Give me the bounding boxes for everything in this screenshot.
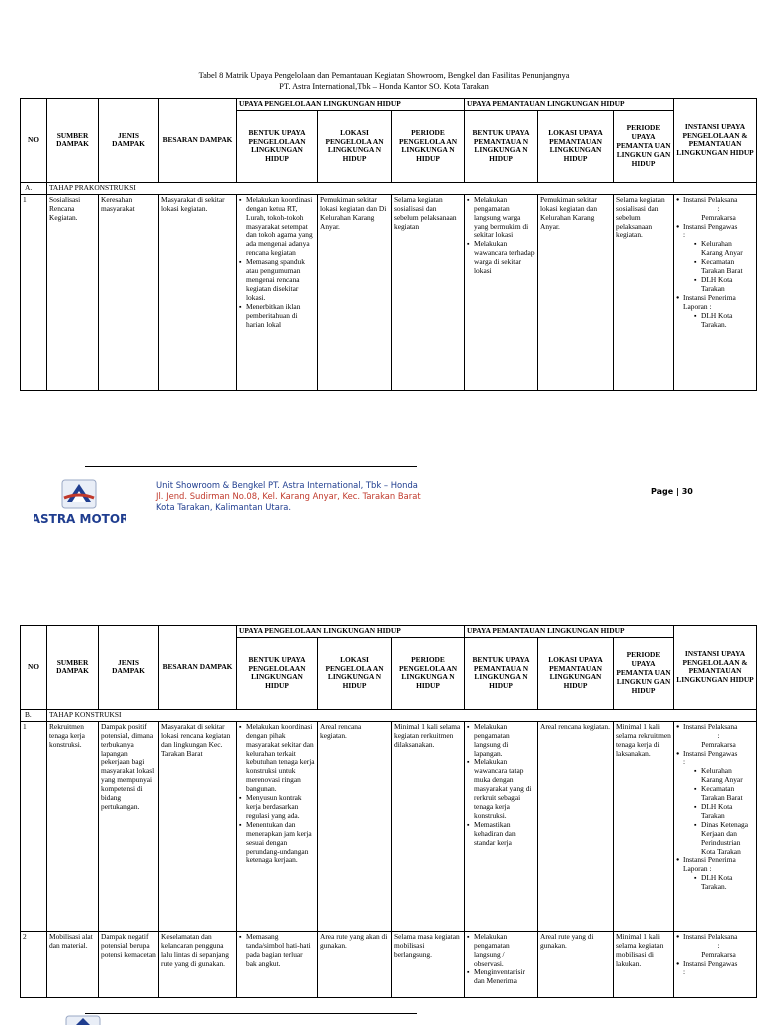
instansi-pengawas-label: Instansi Pengawas [683,748,738,758]
cell-jenis: Dampak positif potensial, dimana terbukanya lapangan pekerjaan bagi masyarakat lokasl yang mempunyai kompetensi di bidang pertukangan. [99,721,159,931]
instansi-penerima-label: Instansi Penerima Laporan : [683,855,736,874]
cell-no: 1 [21,194,47,390]
table-row [21,721,757,931]
colon: : [683,967,686,977]
list-item: ▪ Melakukan koordinasi dengan ketua RT, Lurah, tokoh-tokoh masyarakat setempat dan tokoh agama yang ada mengenai adanya rencana kegiatan [246,196,315,258]
header-upaya-pemantauan: UPAYA PEMANTAUAN LINGKUNGAN HIDUP [465,626,674,638]
cell-sumber: Sosialisasi Rencana Kegiatan. [47,194,99,390]
colon: : [717,730,720,740]
section-title: TAHAP KONSTRUKSI [47,709,757,721]
header-besaran-dampak: BESARAN DAMPAK [159,626,237,710]
list-item: ▪ Dinas Ketenaga Kerjaan dan Perindustrian Kota Tarakan [701,821,754,857]
cell-periode-pemantauan: Minimal 1 kali selama kegiatan mobilisasi di lakukan. [614,931,674,997]
matrix-table-prakonstruksi [20,98,757,391]
table-caption [0,71,768,92]
cell-bentuk-pengelolaan [237,194,318,390]
cell-bentuk-pemantauan [465,194,538,390]
header-periode-pemantauan: PERIODE UPAYA PEMANTA UAN LINGKUN GAN HIDUP [614,110,674,182]
page-number: Page | 30 [651,487,693,496]
header-jenis-dampak: JENIS DAMPAK [99,626,159,710]
section-title: TAHAP PRAKONSTRUKSI [47,182,757,194]
cell-besaran: Keselamatan dan kelancaran pengguna lalu lintas di sepanjang rute yang di gunakan. [159,931,237,997]
header-periode-pemantauan: PERIODE UPAYA PEMANTA UAN LINGKUN GAN HIDUP [614,637,674,709]
table-row [21,194,757,390]
list-item: ▪ Kecamatan Tarakan Barat [701,258,754,276]
list-item: ▪ Melakukan pengamatan langsung / observasi. [474,933,535,969]
list-item: ▪ DLH Kota Tarakan [701,803,754,821]
header-bentuk-pemantauan: BENTUK UPAYA PEMANTAUA N LINGKUNGA N HIDUP [465,637,538,709]
list-item [683,723,754,750]
header-bentuk-pemantauan: BENTUK UPAYA PEMANTAUA N LINGKUNGA N HIDUP [465,110,538,182]
cell-sumber: Rekruitmen tenaga kerja konstruksi. [47,721,99,931]
list-item: ▪ Menerbitkan iklan pemberitahuan di harian lokal [246,303,315,330]
cell-instansi [674,194,757,390]
list-item: ▪ Melakukan pengamatan langsung di lapangan. [474,723,535,759]
instansi-pelaksana-name: Pemrakarsa [701,212,736,222]
list-item: ▪ Menginventarisir dan Menerima [474,968,535,986]
header-no: NO [21,99,47,183]
cell-lokasi-pemantauan: Areal rencana kegiatan. [538,721,614,931]
cell-bentuk-pemantauan [465,721,538,931]
list-item: ▪ Kelurahan Karang Anyar [701,240,754,258]
logo-text: ASTRA MOTOR [34,512,126,526]
cell-periode-pengelolaan: Selama kegiatan sosialisasi dan sebelum pelaksanaan kegiatan [392,194,465,390]
cell-instansi [674,721,757,931]
instansi-pengawas-label: Instansi Pengawas [683,958,738,968]
section-row [21,182,757,194]
list-item: ▪ Melakukan pengamatan langsung warga yang bermukim di sekitar lokasi [474,196,535,241]
list-item: ▪ DLH Kota Tarakan. [701,874,754,892]
header-sumber-dampak: SUMBER DAMPAK [47,626,99,710]
footer-city: Kota Tarakan, Kalimantan Utara. [156,502,292,512]
instansi-pelaksana-label: Instansi Pelaksana [683,931,738,941]
header-instansi: INSTANSI UPAYA PENGELOLAAN & PEMANTAUAN LINGKUNGAN HIDUP [674,626,757,710]
cell-lokasi-pengelolaan: Area rute yang akan di gunakan. [318,931,392,997]
astra-motor-logo [34,474,126,532]
header-sumber-dampak: SUMBER DAMPAK [47,99,99,183]
next-page-footer-divider [85,1013,417,1014]
cell-bentuk-pengelolaan [237,721,318,931]
section-code: B. [21,709,47,721]
instansi-pelaksana-label: Instansi Pelaksana [683,721,738,731]
matrix-table-konstruksi [20,625,757,998]
header-instansi: INSTANSI UPAYA PENGELOLAAN & PEMANTAUAN LINGKUNGAN HIDUP [674,99,757,183]
cell-bentuk-pemantauan [465,931,538,997]
cell-lokasi-pengelolaan: Pemukiman sekitar lokasi kegiatan dan Di Kelurahan Karang Anyar. [318,194,392,390]
footer-address: Jl. Jend. Sudirman No.08, Kel. Karang Anyar, Kec. Tarakan Barat [156,491,421,501]
cell-lokasi-pengelolaan: Areal rencana kegiatan. [318,721,392,931]
list-item: ▪ Memastikan kehadiran dan standar kerja [474,821,535,848]
footer-address-block [156,480,421,513]
list-item: ▪ Melakukan wawancara terhadap warga di sekitar lokasi [474,240,535,276]
section-code: A. [21,182,47,194]
instansi-pelaksana-name: Pemrakarsa [701,739,736,749]
caption-line-1: Tabel 8 Matrik Upaya Pengelolaan dan Pemantauan Kegiatan Showroom, Bengkel dan Fasilitas Penunjangnya [198,71,570,80]
cell-jenis: Dampak negatif potensial berupa potensi kemacetan [99,931,159,997]
list-item: ▪ Memasang tanda/simbol hati-hati pada bagian terluar bak angkut. [246,933,315,969]
cell-periode-pemantauan: Minimal 1 kali selama rekruitmen tenaga kerja di laksanakan. [614,721,674,931]
cell-instansi [674,931,757,997]
header-lokasi-pemantauan: LOKASI UPAYA PEMANTAUAN LINGKUNGAN HIDUP [538,110,614,182]
header-lokasi-pengelolaan: LOKASI PENGELOLA AN LINGKUNGA N HIDUP [318,110,392,182]
list-item [683,223,754,294]
list-item [683,196,754,223]
cell-besaran: Masyarakat di sekitar lokasi rencana kegiatan dan lingkungan Kec. Tarakan Barat [159,721,237,931]
list-item: ▪ Kecamatan Tarakan Barat [701,785,754,803]
cell-no: 1 [21,721,47,931]
list-item: ▪ Memasang spanduk atau pengumuman mengenai rencana kegiatan disekitar lokasi. [246,258,315,303]
list-item: ▪ Melakukan koordinasi dengan pihak masyarakat sekitar dan kelurahan terkait kebutuhan tenaga kerja konstruksi untuk merenovasi ringan bangunan. [246,723,315,794]
cell-sumber: Mobilisasi alat dan material. [47,931,99,997]
instansi-pelaksana-name: Pemrakarsa [701,949,736,959]
list-item: ▪ DLH Kota Tarakan [701,276,754,294]
next-page-logo [62,1013,120,1025]
page-footer [0,466,768,536]
list-item [683,750,754,857]
list-item: ▪ Kelurahan Karang Anyar [701,767,754,785]
header-bentuk-pengelolaan: BENTUK UPAYA PENGELOLAAN LINGKUNGAN HIDUP [237,110,318,182]
header-lokasi-pemantauan: LOKASI UPAYA PEMANTAUAN LINGKUNGAN HIDUP [538,637,614,709]
list-item [683,960,754,978]
list-item: ▪ Melakukan wawancara tatap muka dengan masyarakat yang di rerkruit sebagai tenaga kerja konstruksi. [474,758,535,820]
cell-lokasi-pemantauan: Areal rute yang di gunakan. [538,931,614,997]
colon: : [683,230,686,240]
instansi-pengawas-label: Instansi Pengawas [683,221,738,231]
cell-periode-pemantauan: Selama kegiatan sosialisasi dan sebelum pelaksanaan kegiatan. [614,194,674,390]
cell-no: 2 [21,931,47,997]
list-item: ▪ Menentukan dan menerapkan jam kerja sesuai dengan perundang-undangan ketenaga kerjaan. [246,821,315,866]
table-row [21,931,757,997]
instansi-penerima-label: Instansi Penerima Laporan : [683,292,736,311]
header-jenis-dampak: JENIS DAMPAK [99,99,159,183]
cell-besaran: Masyarakat di sekitar lokasi kegiatan. [159,194,237,390]
cell-jenis: Keresahan masyarakat [99,194,159,390]
caption-line-2: PT. Astra International,Tbk – Honda Kantor SO. Kota Tarakan [279,81,489,91]
header-periode-pengelolaan: PERIODE PENGELOLA AN LINGKUNGA N HIDUP [392,637,465,709]
cell-periode-pengelolaan: Minimal 1 kali selama kegiatan rerkuitmen dilaksanakan. [392,721,465,931]
header-upaya-pengelolaan: UPAYA PENGELOLAAN LINGKUNGAN HIDUP [237,626,465,638]
astra-logo-icon [62,1014,120,1025]
cell-bentuk-pengelolaan [237,931,318,997]
header-upaya-pengelolaan: UPAYA PENGELOLAAN LINGKUNGAN HIDUP [237,99,465,111]
header-besaran-dampak: BESARAN DAMPAK [159,99,237,183]
header-no: NO [21,626,47,710]
list-item: ▪ DLH Kota Tarakan. [701,312,754,330]
colon: : [683,757,686,767]
list-item [683,294,754,330]
colon: : [717,203,720,213]
header-lokasi-pengelolaan: LOKASI PENGELOLA AN LINGKUNGA N HIDUP [318,637,392,709]
footer-divider [85,466,417,467]
footer-company: Unit Showroom & Bengkel PT. Astra International, Tbk – Honda [156,480,418,490]
section-row [21,709,757,721]
cell-periode-pengelolaan: Selama masa kegiatan mobilisasi berlangsung. [392,931,465,997]
list-item [683,933,754,960]
list-item: ▪ Menyusun kontrak kerja berdasarkan regulasi yang ada. [246,794,315,821]
instansi-pelaksana-label: Instansi Pelaksana [683,194,738,204]
header-upaya-pemantauan: UPAYA PEMANTAUAN LINGKUNGAN HIDUP [465,99,674,111]
header-bentuk-pengelolaan: BENTUK UPAYA PENGELOLAAN LINGKUNGAN HIDUP [237,637,318,709]
list-item [683,856,754,892]
astra-logo-icon [34,474,126,532]
colon: : [717,940,720,950]
cell-lokasi-pemantauan: Pemukiman sekitar lokasi kegiatan dan Kelurahan Karang Anyar. [538,194,614,390]
header-periode-pengelolaan: PERIODE PENGELOLA AN LINGKUNGA N HIDUP [392,110,465,182]
